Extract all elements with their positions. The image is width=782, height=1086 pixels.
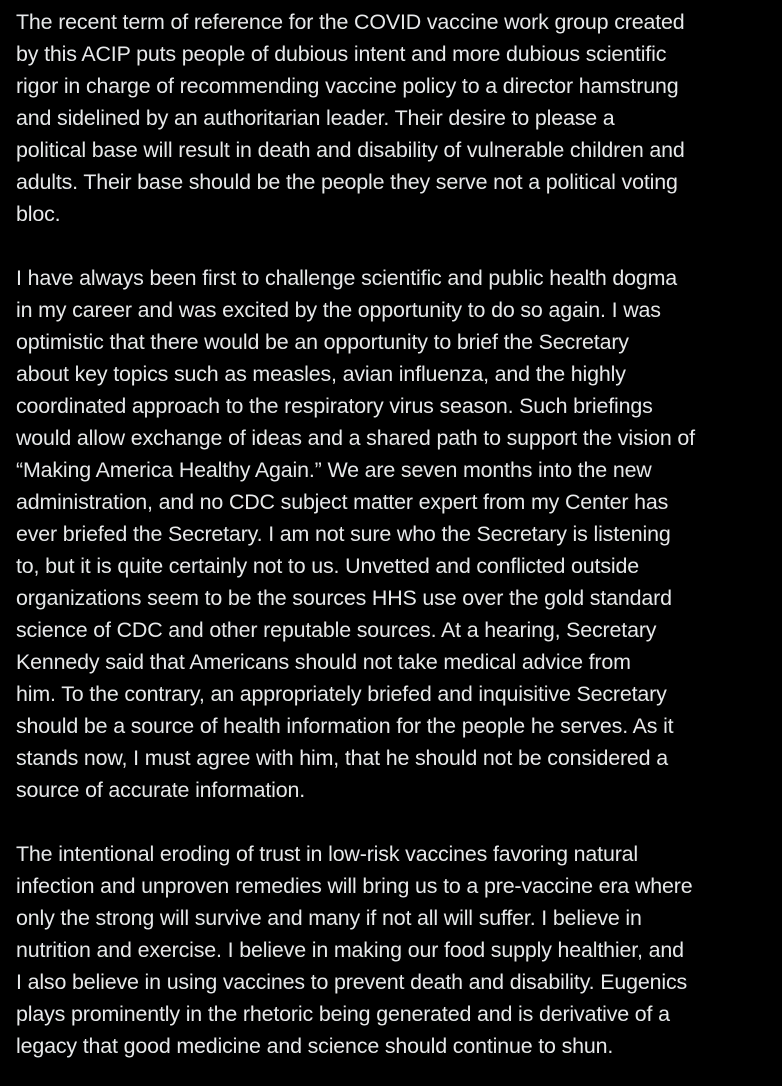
text-line: legacy that good medicine and science should continue to shun. — [16, 1034, 614, 1058]
text-line: should be a source of health information for the people he serves. As it — [16, 714, 674, 738]
text-line: political base will result in death and disability of vulnerable children and — [16, 138, 685, 162]
text-line: by this ACIP puts people of dubious intent and more dubious scientific — [16, 42, 667, 66]
text-line: organizations seem to be the sources HHS use over the gold standard — [16, 586, 672, 610]
text-line: would allow exchange of ideas and a shared path to support the vision of — [16, 426, 695, 450]
text-line: coordinated approach to the respiratory virus season. Such briefings — [16, 394, 653, 418]
text-line: only the strong will survive and many if not all will suffer. I believe in — [16, 906, 642, 930]
paragraph-spacer — [16, 230, 776, 262]
text-line: science of CDC and other reputable sources. At a hearing, Secretary — [16, 618, 657, 642]
text-line: adults. Their base should be the people they serve not a political voting — [16, 170, 678, 194]
text-line: stands now, I must agree with him, that he should not be considered a — [16, 746, 668, 770]
text-line: and sidelined by an authoritarian leader. Their desire to please a — [16, 106, 615, 130]
text-line: plays prominently in the rhetoric being generated and is derivative of a — [16, 1002, 670, 1026]
text-line: I have always been first to challenge scientific and public health dogma — [16, 266, 678, 290]
paragraph-spacer — [16, 806, 776, 838]
text-line: to, but it is quite certainly not to us. Unvetted and conflicted outside — [16, 554, 639, 578]
text-line: I also believe in using vaccines to prevent death and disability. Eugenics — [16, 970, 688, 994]
text-line: rigor in charge of recommending vaccine policy to a director hamstrung — [16, 74, 679, 98]
text-line: ever briefed the Secretary. I am not sure who the Secretary is listening — [16, 522, 671, 546]
text-line: nutrition and exercise. I believe in making our food supply healthier, and — [16, 938, 684, 962]
text-line: bloc. — [16, 202, 61, 226]
text-line: infection and unproven remedies will bring us to a pre-vaccine era where — [16, 874, 693, 898]
text-line: source of accurate information. — [16, 778, 306, 802]
paragraph-1 — [16, 6, 776, 230]
text-line: “Making America Healthy Again.” We are seven months into the new — [16, 458, 652, 482]
text-line: The intentional eroding of trust in low-risk vaccines favoring natural — [16, 842, 639, 866]
text-line: optimistic that there would be an opportunity to brief the Secretary — [16, 330, 629, 354]
paragraph-3 — [16, 838, 776, 1062]
text-line: him. To the contrary, an appropriately briefed and inquisitive Secretary — [16, 682, 667, 706]
paragraph-2 — [16, 262, 776, 806]
statement-document — [16, 6, 776, 1062]
text-line: Kennedy said that Americans should not take medical advice from — [16, 650, 631, 674]
text-line: The recent term of reference for the COVID vaccine work group created — [16, 10, 685, 34]
text-line: about key topics such as measles, avian influenza, and the highly — [16, 362, 626, 386]
text-line: administration, and no CDC subject matter expert from my Center has — [16, 490, 669, 514]
text-line: in my career and was excited by the opportunity to do so again. I was — [16, 298, 661, 322]
